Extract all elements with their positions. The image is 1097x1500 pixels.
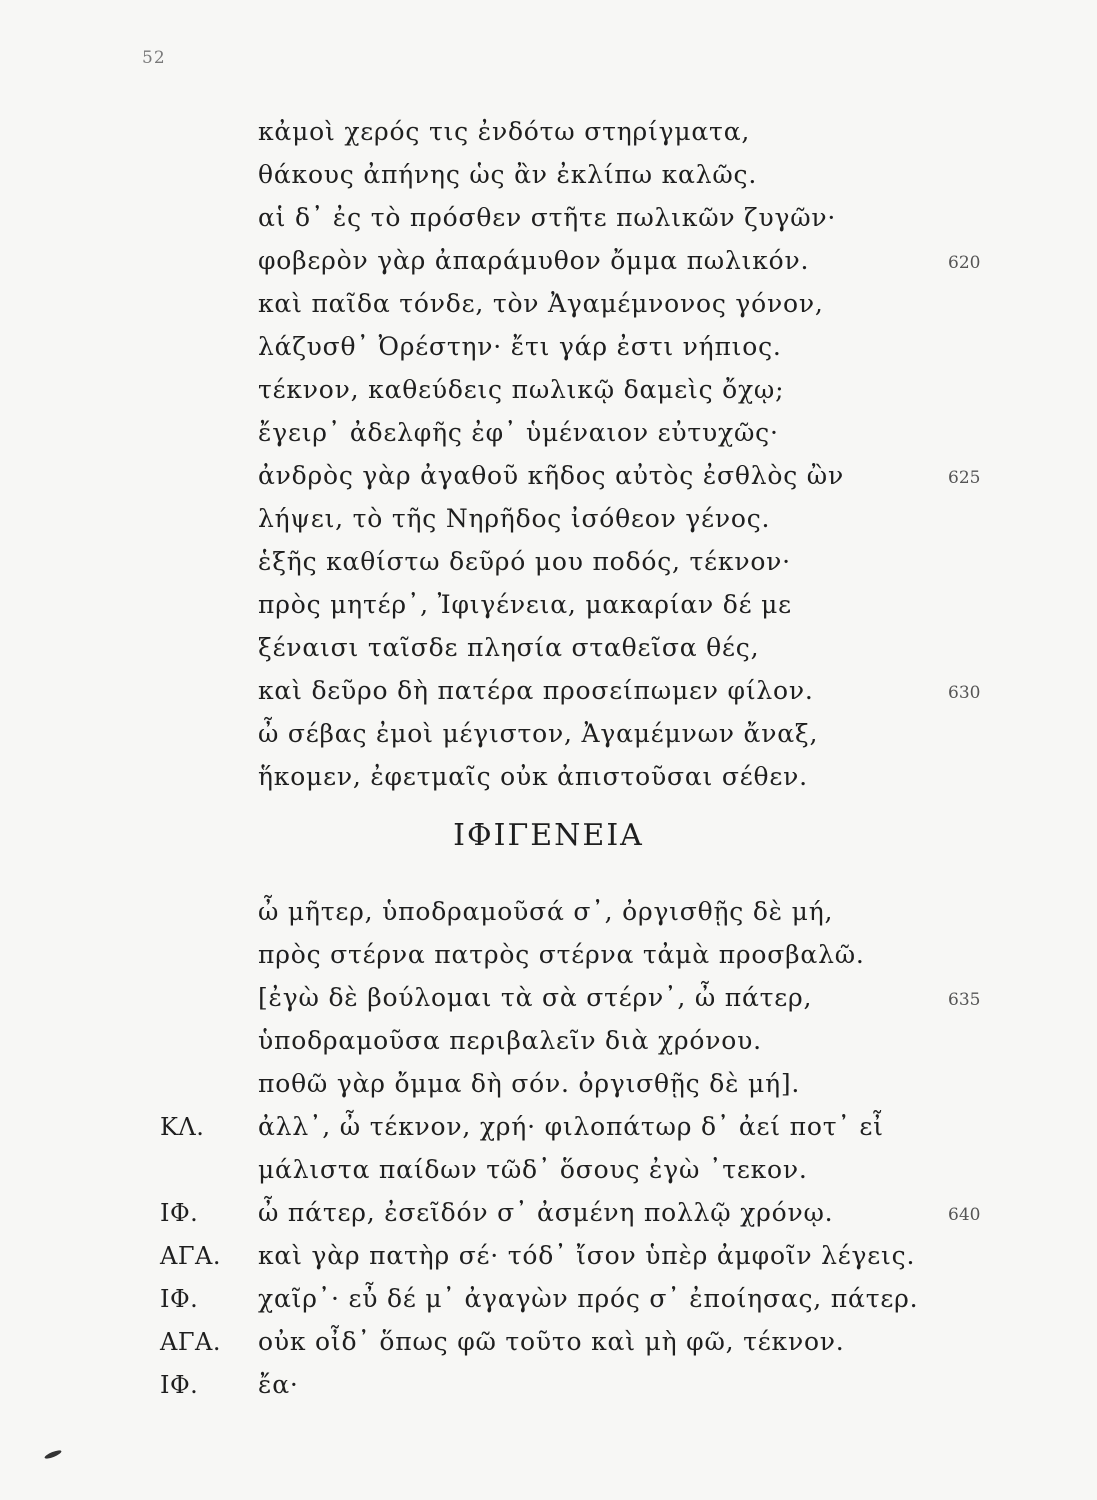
verse-text: πρὸς στέρνα πατρὸς στέρνα τἀμὰ προσβαλῶ. [258, 940, 865, 969]
verse-text: θάκους ἀπήνης ὡς ἂν ἐκλίπω καλῶς. [258, 160, 758, 189]
verse-text: οὐκ οἶδ᾽ ὅπως φῶ τοῦτο καὶ μὴ φῶ, τέκνον. [258, 1327, 845, 1356]
verse-line [0, 327, 1097, 367]
speaker-label: ΚΛ. [160, 1113, 205, 1141]
verse-text: ἥκομεν, ἐφετμαῖς οὐκ ἀπιστοῦσαι σέθεν. [258, 762, 808, 791]
speaker-label: ΑΓΑ. [160, 1242, 221, 1270]
verse-line [0, 370, 1097, 410]
speaker-label: ΙΦ. [160, 1285, 199, 1313]
verse-line [0, 241, 1097, 281]
verse-text: ἑξῆς καθίστω δεῦρό μου ποδός, τέκνον· [258, 547, 791, 576]
ink-smudge [44, 1449, 63, 1460]
verse-line [0, 892, 1097, 932]
verse-text: μάλιστα παίδων τῶδ᾽ ὅσους ἐγὼ ᾽τεκον. [258, 1155, 808, 1184]
verse-line [0, 585, 1097, 625]
verse-text: ἔα· [258, 1370, 299, 1399]
line-number: 635 [948, 990, 981, 1010]
verse-line [0, 499, 1097, 539]
verse-line [0, 714, 1097, 754]
verse-line [0, 1150, 1097, 1190]
line-number: 630 [948, 683, 981, 703]
line-number: 640 [948, 1205, 981, 1225]
verse-text: ὦ σέβας ἐμοὶ μέγιστον, Ἀγαμέμνων ἄναξ, [258, 719, 819, 748]
speaker-label: ΙΦ. [160, 1199, 199, 1227]
verse-line [0, 1021, 1097, 1061]
verse-text: καὶ παῖδα τόνδε, τὸν Ἀγαμέμνονος γόνον, [258, 289, 824, 318]
verse-line [0, 456, 1097, 496]
verse-text: ὦ πάτερ, ἐσεῖδόν σ᾽ ἀσμένη πολλῷ χρόνῳ. [258, 1198, 834, 1227]
verse-text: ἀνδρὸς γὰρ ἀγαθοῦ κῆδος αὐτὸς ἐσθλὸς ὢν [258, 461, 844, 490]
verse-line [0, 155, 1097, 195]
page-number: 52 [142, 48, 166, 68]
verse-line [0, 935, 1097, 975]
verse-text: τέκνον, καθεύδεις πωλικῷ δαμεὶς ὄχῳ; [258, 375, 785, 404]
verse-line [0, 1064, 1097, 1104]
verse-line [0, 1236, 1097, 1276]
verse-text: ποθῶ γὰρ ὄμμα δὴ σόν. ὀργισθῇς δὲ μή]. [258, 1069, 801, 1098]
verse-text: [ἐγὼ δὲ βούλομαι τὰ σὰ στέρν᾽, ὦ πάτερ, [258, 983, 813, 1012]
verse-text: χαῖρ᾽· εὖ δέ μ᾽ ἀγαγὼν πρός σ᾽ ἐποίησας, πάτερ. [258, 1284, 919, 1313]
verse-line [0, 1322, 1097, 1362]
verse-line [0, 1365, 1097, 1405]
verse-line [0, 978, 1097, 1018]
verse-line [0, 628, 1097, 668]
line-number: 620 [948, 253, 981, 273]
verse-line [0, 542, 1097, 582]
verse-text: λήψει, τὸ τῆς Νηρῆδος ἰσόθεον γένος. [258, 504, 771, 533]
verse-text: καὶ γὰρ πατὴρ σέ· τόδ᾽ ἴσον ὑπὲρ ἀμφοῖν λέγεις. [258, 1241, 916, 1270]
verse-text: ἀλλ᾽, ὦ τέκνον, χρή· φιλοπάτωρ δ᾽ ἀεί ποτ᾽ εἶ [258, 1112, 884, 1141]
verse-text: ἔγειρ᾽ ἀδελφῆς ἐφ᾽ ὑμέναιον εὐτυχῶς· [258, 418, 779, 447]
verse-line [0, 1279, 1097, 1319]
verse-line [0, 1107, 1097, 1147]
speaker-heading: ΙΦΙΓΕΝΕΙΑ [453, 818, 644, 853]
verse-text: αἱ δ᾽ ἐς τὸ πρόσθεν στῆτε πωλικῶν ζυγῶν· [258, 203, 837, 232]
verse-text: καὶ δεῦρο δὴ πατέρα προσείπωμεν φίλον. [258, 676, 814, 705]
verse-text: λάζυσθ᾽ Ὀρέστην· ἔτι γάρ ἐστι νήπιος. [258, 332, 782, 361]
verse-line [0, 284, 1097, 324]
verse-line [0, 1193, 1097, 1233]
verse-text: φοβερὸν γὰρ ἀπαράμυθον ὄμμα πωλικόν. [258, 246, 810, 275]
line-number: 625 [948, 468, 981, 488]
verse-line [0, 671, 1097, 711]
verse-text: ὦ μῆτερ, ὑποδραμοῦσά σ᾽, ὀργισθῇς δὲ μή, [258, 897, 834, 926]
speaker-label: ΙΦ. [160, 1371, 199, 1399]
verse-text: κἀμοὶ χερός τις ἐνδότω στηρίγματα, [258, 117, 751, 146]
verse-line [0, 198, 1097, 238]
verse-line [0, 757, 1097, 797]
verse-line [0, 112, 1097, 152]
verse-text: ξέναισι ταῖσδε πλησία σταθεῖσα θές, [258, 633, 760, 662]
verse-text: ὑποδραμοῦσα περιβαλεῖν διὰ χρόνου. [258, 1026, 762, 1055]
verse-line [0, 413, 1097, 453]
verse-text: πρὸς μητέρ᾽, Ἰφιγένεια, μακαρίαν δέ με [258, 590, 792, 619]
speaker-label: ΑΓΑ. [160, 1328, 221, 1356]
